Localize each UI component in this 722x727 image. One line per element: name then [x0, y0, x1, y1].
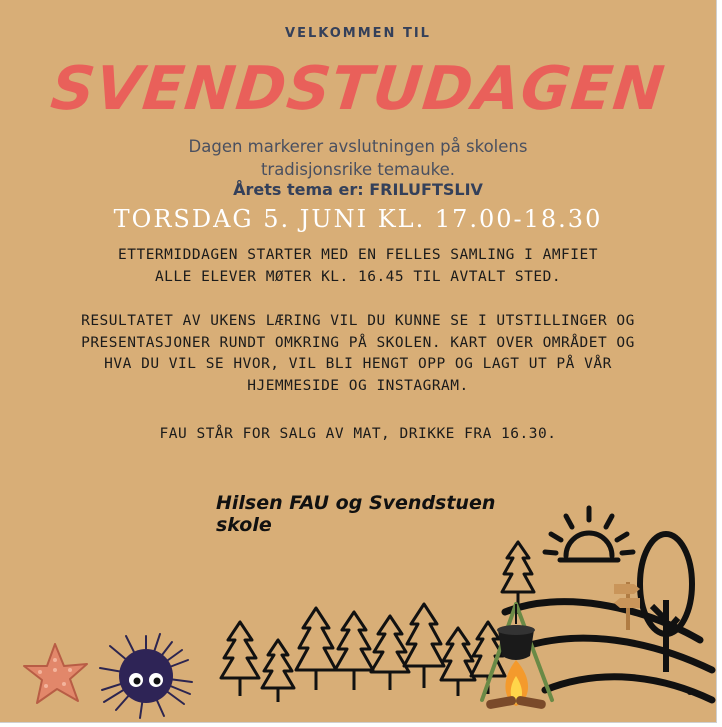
paragraph-line: HVA DU VIL SE HVOR, VIL BLI HENGT OPP OG LAGT UT PÅ VÅR	[104, 356, 612, 372]
intro-line: Dagen markerer avslutningen på skolens	[188, 137, 528, 156]
signpost-icon	[614, 582, 640, 630]
theme-line: Årets tema er: FRILUFTSLIV	[233, 180, 483, 199]
paragraph-line: ALLE ELEVER MØTER KL. 16.45 TIL AVTALT STED.	[154, 268, 562, 285]
paragraph-line: FAU STÅR FOR SALG AV MAT, DRIKKE FRA 16.30.	[159, 426, 557, 442]
sun-icon	[545, 508, 633, 560]
event-title: SVENDSTUDAGEN	[47, 54, 669, 124]
starfish-icon	[24, 644, 87, 703]
sea-urchin-icon	[100, 634, 192, 718]
paragraph-line: RESULTATET AV UKENS LÆRING VIL DU KUNNE SE I UTSTILLINGER OG	[81, 313, 635, 329]
pre-title: VELKOMMEN TIL	[285, 26, 431, 41]
paragraph-line: PRESENTASJONER RUNDT OMKRING PÅ SKOLEN. KART OVER OMRÅDET OG	[81, 334, 635, 351]
event-date: TORSDAG 5. JUNI KL. 17.00-18.30	[113, 205, 603, 233]
hills-icon	[505, 602, 712, 700]
paragraph-line: HJEMMESIDE OG INSTAGRAM.	[247, 377, 469, 394]
campfire-pot-icon	[482, 604, 552, 710]
signoff: Hilsen FAU og Svendstuen skole	[216, 492, 496, 536]
intro-line: tradisjonsrike temauke.	[260, 160, 456, 179]
tree-icon	[640, 534, 692, 672]
paragraph-line: ETTERMIDDAGEN STARTER MED EN FELLES SAMLING I AMFIET	[118, 247, 598, 263]
pine-forest-icon	[221, 542, 534, 702]
